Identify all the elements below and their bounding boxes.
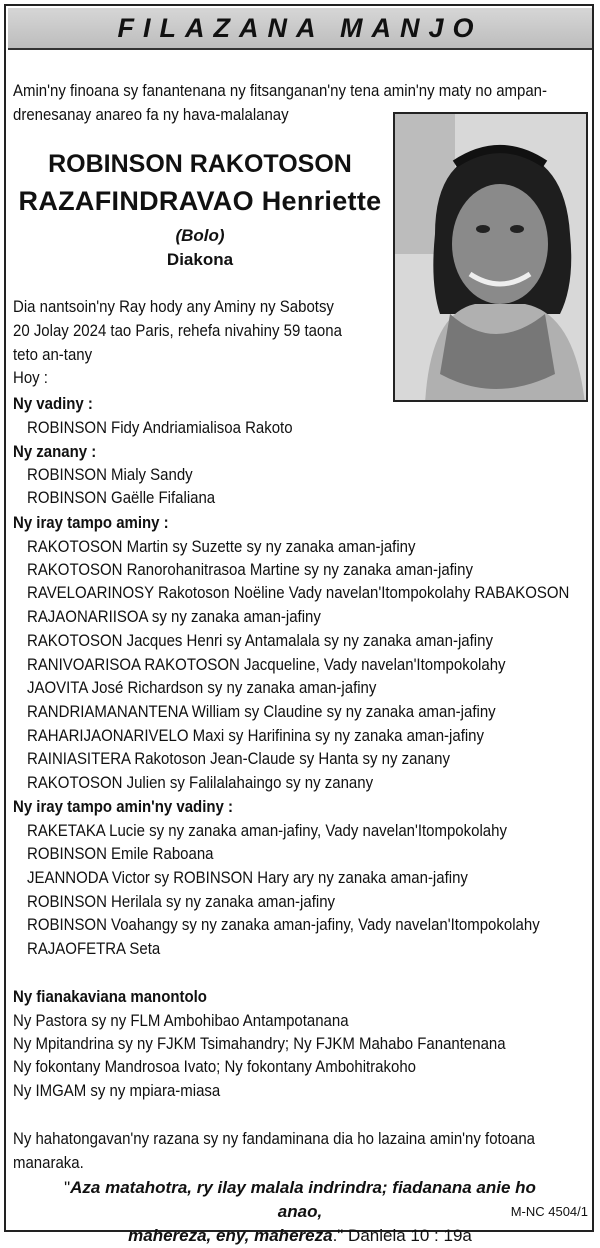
list-item: ROBINSON Fidy Andriamialisoa Rakoto (27, 419, 293, 437)
list-item: ROBINSON Emile Raboana (27, 845, 214, 863)
header-title: FILAZANA MANJO (117, 12, 483, 43)
list-item: JEANNODA Victor sy ROBINSON Hary ary ny zanaka aman-jafiny (27, 869, 468, 887)
list-item: RAHARIJAONARIVELO Maxi sy Harifinina sy ny zanaka aman-jafiny (27, 727, 485, 745)
quote-citation: ." Daniela 10 : 19a (332, 1226, 472, 1245)
list-item: ROBINSON Gaëlle Fifaliana (27, 489, 216, 507)
deceased-name-line-2: RAZAFINDRAVAO Henriette (18, 186, 382, 216)
list-item: RAVELOARINOSY Rakotoson Noëline Vady navelan'Itompokolahy RABAKOSON (27, 584, 570, 602)
notice-header (8, 8, 592, 50)
death-notice-line-4: Hoy : (13, 369, 48, 387)
list-item: Ny IMGAM sy ny mpiara-miasa (13, 1082, 221, 1100)
death-notice-line-2: 20 Jolay 2024 tao Paris, rehefa nivahiny 59 taona (13, 322, 342, 340)
list-item: RAINIASITERA Rakotoson Jean-Claude sy Hanta sy ny zanany (27, 750, 450, 768)
list-item: RANIVOARISOA RAKOTOSON Jacqueline, Vady navelan'Itompokolahy (27, 656, 506, 674)
list-item: ROBINSON Herilala sy ny zanaka aman-jafiny (27, 893, 336, 911)
closing-line-1: Ny hahatongavan'ny razana sy ny fandaminana dia ho lazaina amin'ny fotoana (13, 1130, 536, 1148)
quote-text-line-2: mahereza, eny, mahereza (128, 1226, 333, 1245)
deceased-title: Diakona (166, 250, 234, 269)
husband-heading: Ny vadiny : (13, 395, 93, 413)
list-item: RAKOTOSON Ranorohanitrasoa Martine sy ny zanaka aman-jafiny (27, 561, 473, 579)
family-heading: Ny fianakaviana manontolo (13, 988, 207, 1006)
deceased-name-line-1: ROBINSON RAKOTOSON (48, 150, 352, 178)
list-item: RAKOTOSON Julien sy Falilalahaingo sy ny zanany (27, 774, 374, 792)
list-item: ROBINSON Mialy Sandy (27, 466, 193, 484)
deceased-nickname: (Bolo) (175, 226, 225, 245)
children-heading: Ny zanany : (13, 443, 97, 461)
death-notice-line-3: teto an-tany (13, 346, 93, 364)
deceased-portrait-photo (393, 112, 588, 402)
siblings-heading: Ny iray tampo aminy : (13, 514, 169, 532)
notice-reference: M-NC 4504/1 (510, 1204, 588, 1219)
list-item: RAKOTOSON Martin sy Suzette sy ny zanaka aman-jafiny (27, 538, 416, 556)
closing-line-2: manaraka. (13, 1154, 84, 1172)
list-item: RANDRIAMANANTENA William sy Claudine sy ny zanaka aman-jafiny (27, 703, 496, 721)
death-notice-line-1: Dia nantsoin'ny Ray hody any Aminy ny Sabotsy (13, 298, 334, 316)
list-item: Ny fokontany Mandrosoa Ivato; Ny fokontany Ambohitrakoho (13, 1058, 416, 1076)
list-item: RAKOTOSON Jacques Henri sy Antamalala sy ny zanaka aman-jafiny (27, 632, 493, 650)
quote-text-line-1: Aza matahotra, ry ilay malala indrindra; fiadanana anie ho anao, (70, 1178, 536, 1221)
list-item: Ny Mpitandrina sy ny FJKM Tsimahandry; Ny FJKM Mahabo Fanantenana (13, 1035, 506, 1053)
quote-open-mark: " (64, 1178, 71, 1197)
list-item: RAJAONARIISOA sy ny zanaka aman-jafiny (27, 608, 321, 626)
list-item: Ny Pastora sy ny FLM Ambohibao Antampotanana (13, 1012, 349, 1030)
intro-line-1: Amin'ny finoana sy fanantenana ny fitsanganan'ny tena amin'ny maty no ampan- (13, 82, 548, 100)
portrait-image (395, 114, 588, 402)
list-item: RAJAOFETRA Seta (27, 940, 161, 958)
bible-quote (40, 1176, 560, 1248)
list-item: JAOVITA José Richardson sy ny zanaka aman-jafiny (27, 679, 377, 697)
list-item: RAKETAKA Lucie sy ny zanaka aman-jafiny, Vady navelan'Itompokolahy (27, 822, 507, 840)
intro-line-2: drenesanay anareo fa ny hava-malalanay (13, 106, 289, 124)
inlaws-heading: Ny iray tampo amin'ny vadiny : (13, 798, 233, 816)
list-item: ROBINSON Voahangy sy ny zanaka aman-jafiny, Vady navelan'Itompokolahy (27, 916, 540, 934)
